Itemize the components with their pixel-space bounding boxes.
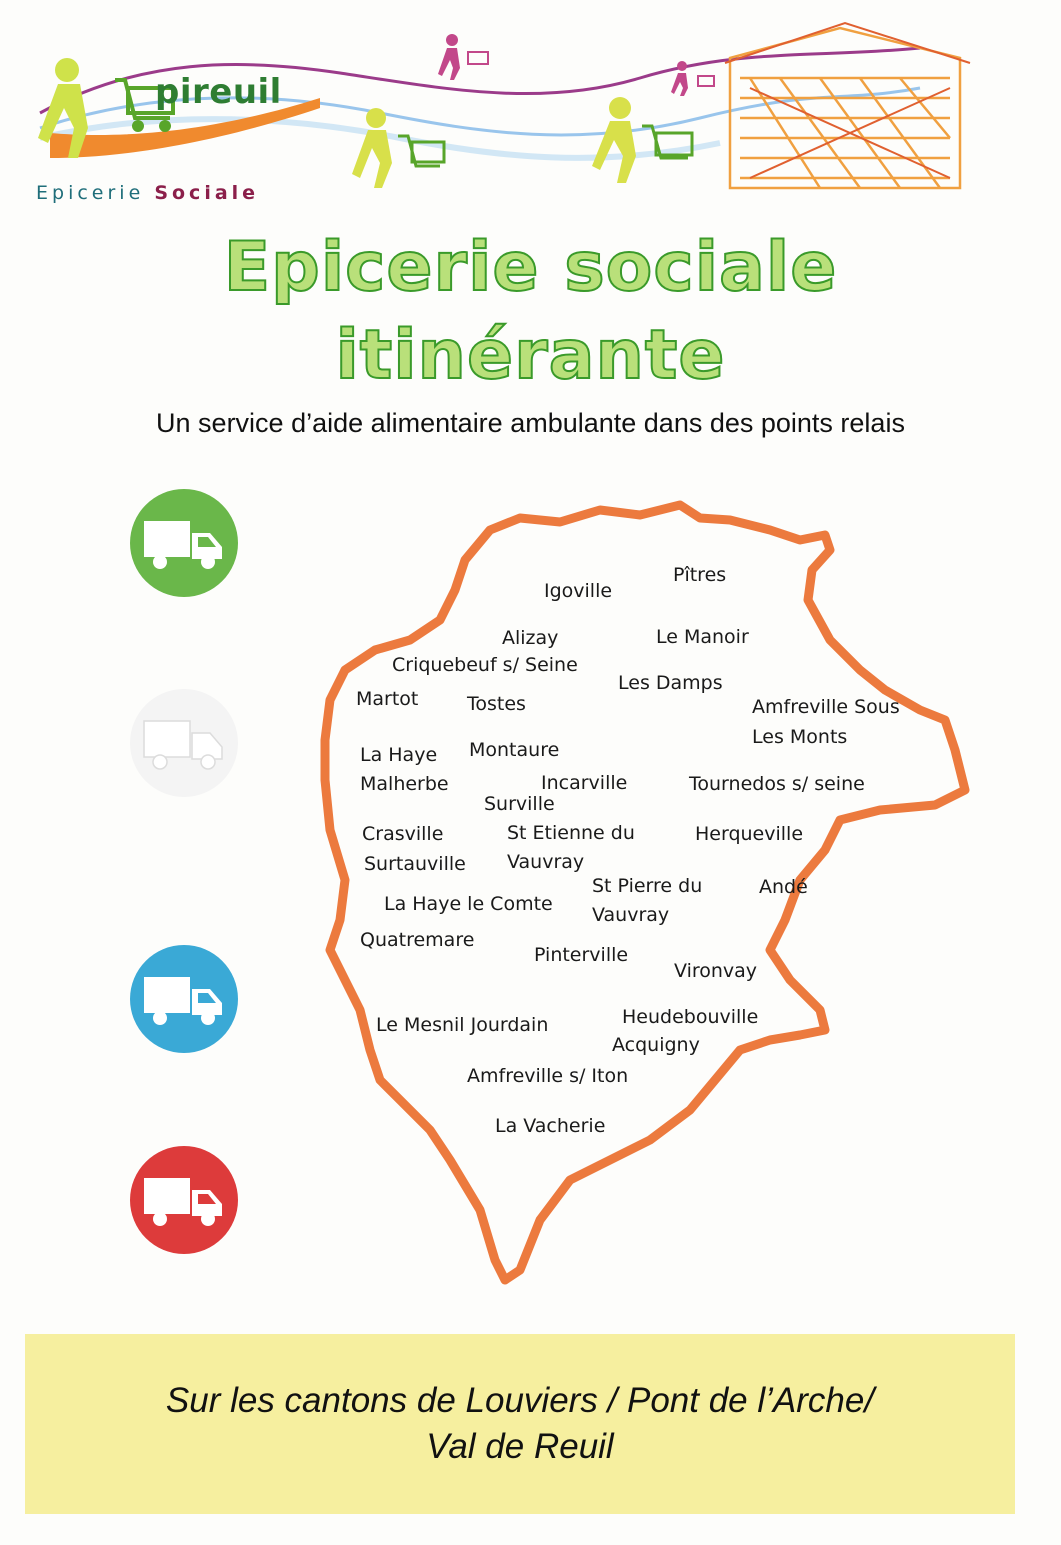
place-le-mesnil-jourdain: Le Mesnil Jourdain <box>376 1014 549 1036</box>
place-igoville: Igoville <box>544 580 613 602</box>
place-st-etienne: St Etienne du <box>507 822 635 844</box>
place-montaure: Montaure <box>469 739 560 761</box>
place-amfreville-sous: Amfreville Sous <box>752 696 900 718</box>
truck-icon <box>130 945 238 1053</box>
place-la-haye-le-comte: La Haye le Comte <box>384 893 553 915</box>
brand-logo-text: pireuil <box>155 72 282 112</box>
place-heudebouville: Heudebouville <box>622 1006 759 1028</box>
place-martot: Martot <box>356 688 419 710</box>
place-la-haye: La Haye <box>360 744 438 766</box>
footer-line1: Sur les cantons de Louviers / Pont de l’Arche/ <box>165 1381 875 1420</box>
place-incarville: Incarville <box>541 772 628 794</box>
tagline <box>36 182 259 204</box>
place-pinterville: Pinterville <box>534 944 629 966</box>
truck-icon <box>130 1146 238 1254</box>
place-vauvray-2: Vauvray <box>592 904 670 926</box>
place-acquigny: Acquigny <box>612 1034 700 1056</box>
place-surville: Surville <box>484 793 555 815</box>
place-criquebeuf: Criquebeuf s/ Seine <box>392 654 578 676</box>
place-alizay: Alizay <box>502 627 559 649</box>
place-crasville: Crasville <box>362 823 444 845</box>
page-title-line1: Epicerie sociale <box>223 228 838 307</box>
place-surtauville: Surtauville <box>364 853 466 875</box>
subtitle: Un service d’aide alimentaire ambulante dans des points relais <box>156 408 905 438</box>
tagline-part2: Sociale <box>154 182 260 204</box>
place-st-pierre: St Pierre du <box>592 875 703 897</box>
place-tournedos: Tournedos s/ seine <box>689 773 865 795</box>
place-vauvray-1: Vauvray <box>507 851 585 873</box>
truck-icon <box>130 689 238 797</box>
page-title-line2: itinérante <box>335 316 726 395</box>
place-vironvay: Vironvay <box>674 960 758 982</box>
place-quatremare: Quatremare <box>360 929 475 951</box>
footer-banner <box>25 1334 1015 1514</box>
truck-icon <box>130 489 238 597</box>
place-herqueville: Herqueville <box>695 823 804 845</box>
place-les-damps: Les Damps <box>618 672 723 694</box>
place-la-vacherie: La Vacherie <box>495 1115 606 1137</box>
place-tostes: Tostes <box>467 693 526 715</box>
place-les-monts: Les Monts <box>752 726 848 748</box>
place-malherbe: Malherbe <box>360 773 449 795</box>
header-illustration <box>20 18 980 208</box>
place-ande: Andé <box>759 876 808 898</box>
footer-line2: Val de Reuil <box>426 1427 614 1466</box>
place-amfreville-s-iton: Amfreville s/ Iton <box>467 1065 629 1087</box>
tagline-part1: Epicerie <box>36 182 155 204</box>
place-pitres: Pîtres <box>673 564 727 586</box>
place-le-manoir: Le Manoir <box>656 626 749 648</box>
